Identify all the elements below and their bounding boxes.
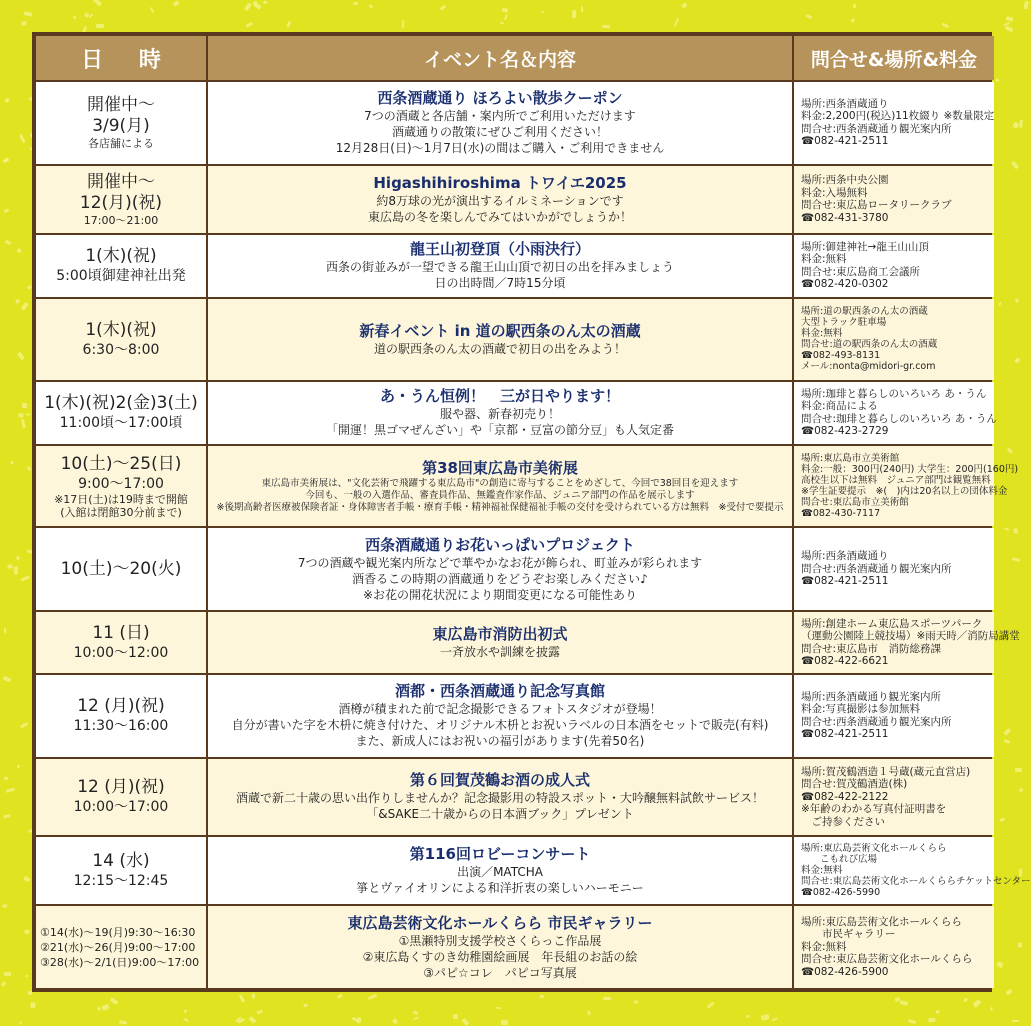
confetti-piece (681, 3, 687, 9)
confetti-piece (21, 576, 30, 582)
event-date-cell (36, 675, 206, 757)
confetti-piece (1006, 448, 1012, 454)
event-description-line: 酒蔵通りの散策にぜひご利用ください！ (391, 125, 608, 140)
event-title: 第６回賀茂鶴お酒の成人式 (409, 771, 590, 790)
confetti-piece (96, 1007, 101, 1012)
confetti-piece (673, 17, 678, 26)
confetti-piece (96, 24, 104, 28)
event-info-line: 高校生以下は無料 ジュニア部門は観覧無料 (801, 475, 991, 487)
table-row (36, 906, 994, 988)
header-event: イベント名＆内容 (208, 36, 792, 80)
confetti-piece (745, 1014, 750, 1019)
confetti-piece (462, 1018, 470, 1026)
confetti-piece (1013, 528, 1018, 534)
event-description-line: ①黒瀬特別支援学校さくらっこ作品展 (398, 933, 602, 948)
event-description-line: 「&SAKE二十歳からの日本酒ブック」プレゼント (366, 807, 634, 822)
confetti-piece (3, 627, 6, 633)
confetti-piece (1019, 868, 1022, 876)
event-info-line: 料金:無料 (801, 328, 843, 340)
confetti-piece (963, 998, 968, 1003)
confetti-piece (17, 351, 25, 359)
confetti-piece (119, 1020, 128, 1025)
confetti-piece (9, 461, 13, 465)
event-date-text: 11:00頃〜17:00頃 (59, 415, 183, 432)
event-date-text: 5:00頃御建神社出発 (56, 268, 186, 285)
confetti-piece (1012, 557, 1021, 562)
event-schedule-sheet (32, 32, 1031, 992)
event-description-line: ※後期高齢者医療被保険者証・身体障害者手帳・療育手帳・精神福祉保健福祉手帳の交付を受けられている方は無料 ※受付で要提示 (216, 501, 784, 513)
event-info-line: 問合せ:東広島芸術文化ホールくらら (801, 953, 973, 966)
event-title: 第116回ロビーコンサート (409, 845, 591, 864)
confetti-piece (581, 6, 583, 12)
event-date-cell (36, 759, 206, 835)
event-date-text: ③28(水)〜2/1(日)9:00〜17:00 (40, 955, 200, 969)
event-description-line: 酒蔵で新二十歳の思い出作りしませんか？記念撮影用の特設スポット・大吟醸無料試飲サービス！ (235, 791, 764, 806)
event-date-text: (入館は閉館30分前まで) (60, 505, 182, 519)
event-date-text: 3/9(月) (92, 116, 150, 137)
event-info-line: 問合せ:東広島商工会議所 (801, 265, 921, 278)
confetti-piece (20, 722, 28, 729)
confetti-piece (439, 4, 446, 10)
confetti-piece (1, 904, 6, 908)
confetti-piece (248, 1016, 256, 1024)
table-row (36, 837, 994, 904)
event-title: 龍王山初登頂（小雨決行） (409, 240, 590, 259)
confetti-piece (586, 1010, 590, 1015)
confetti-piece (16, 299, 21, 304)
event-content-cell (208, 235, 792, 297)
confetti-piece (252, 993, 256, 998)
event-info-line: メール:nonta@midori-gr.com (801, 361, 936, 373)
event-info-cell (794, 906, 994, 988)
confetti-piece (109, 997, 118, 1005)
event-description-line: 酒香るこの時期の酒蔵通りをどうぞお楽しみください♪ (352, 571, 648, 586)
event-info-line: 料金:入場無料 (801, 186, 868, 199)
confetti-piece (5, 787, 14, 792)
confetti-piece (996, 960, 1003, 967)
confetti-piece (990, 1007, 993, 1012)
confetti-piece (183, 1017, 190, 1022)
event-info-line: 場所:東広島市立美術館 (801, 453, 900, 465)
table-row (36, 446, 994, 527)
confetti-piece (101, 1004, 109, 1011)
event-info-line: 問合せ:東広島芸術文化ホールくららチケットセンター (801, 876, 1031, 888)
event-date-text: 10:00〜12:00 (73, 645, 169, 662)
event-description-line: 一斉放水や訓練を披露 (439, 645, 560, 660)
confetti-piece (1015, 298, 1020, 303)
confetti-piece (571, 10, 576, 18)
event-description-line: 7つの酒蔵や観光案内所などで華やかなお花が飾られ、町並みが彩られます (297, 555, 703, 570)
confetti-piece (4, 97, 10, 103)
event-description-line: 箏とヴァイオリンによる和洋折衷の楽しいハーモニー (356, 881, 644, 896)
event-info-line: 料金:商品による (801, 400, 879, 413)
confetti-piece (1, 981, 6, 987)
confetti-piece (72, 16, 76, 20)
event-info-line: 料金:一般：300円(240円) 大学生：200円(160円) (801, 464, 1019, 476)
event-info-cell (794, 382, 997, 444)
event-info-line: 場所:西条酒蔵通り (801, 550, 889, 563)
confetti-piece (942, 22, 950, 28)
confetti-piece (1015, 768, 1023, 773)
confetti-piece (1004, 527, 1009, 531)
confetti-piece (17, 248, 22, 254)
event-date-text: 12 (月)(祝) (77, 696, 165, 717)
event-date-text: 10:00〜17:00 (73, 799, 169, 816)
confetti-piece (286, 22, 291, 29)
confetti-piece (24, 11, 33, 17)
event-info-line: 市民ギャラリー (801, 928, 896, 941)
confetti-piece (707, 1001, 715, 1008)
confetti-piece (16, 765, 20, 769)
event-date-text: 1(木)(祝) (85, 246, 157, 267)
confetti-piece (16, 555, 20, 560)
confetti-piece (303, 1003, 308, 1007)
confetti-piece (972, 999, 981, 1008)
event-info-cell (794, 446, 1019, 527)
confetti-piece (353, 1, 358, 4)
event-info-line: 料金:無料 (801, 865, 843, 877)
event-date-cell (36, 235, 206, 297)
confetti-piece (540, 11, 544, 15)
confetti-piece (1018, 120, 1022, 128)
event-info-line: ☎082-420-0302 (801, 278, 889, 291)
event-date-cell (36, 837, 206, 904)
header-info: 問合せ&場所&料金 (794, 36, 994, 80)
confetti-piece (391, 1018, 397, 1024)
event-info-line: 場所:御建神社→龍王山山頂 (801, 240, 929, 253)
confetti-piece (760, 1014, 769, 1021)
event-info-line: こもれび広場 (801, 854, 878, 866)
confetti-piece (540, 994, 544, 998)
confetti-piece (150, 7, 155, 13)
event-content-cell (208, 299, 792, 380)
confetti-piece (1012, 1020, 1019, 1022)
event-info-line: ご持参ください (801, 815, 885, 828)
confetti-piece (26, 466, 31, 471)
event-content-cell (208, 759, 792, 835)
table-row (36, 759, 994, 835)
event-date-text: 9:00〜17:00 (78, 475, 164, 492)
confetti-piece (263, 1, 268, 4)
event-info-cell (794, 82, 994, 164)
event-content-cell (208, 166, 792, 233)
confetti-piece (413, 1016, 419, 1020)
event-date-text: 12:15〜12:45 (73, 873, 169, 890)
confetti-piece (1005, 989, 1012, 996)
confetti-piece (239, 994, 245, 1002)
event-description-line: 服や器、新春初売り！ (439, 407, 560, 422)
confetti-piece (26, 413, 30, 416)
event-info-cell (794, 675, 994, 757)
event-date-text: 12(月)(祝) (79, 192, 163, 213)
event-date-text: 開催中〜 (87, 95, 155, 116)
event-info-line: 場所:西条酒蔵通り (801, 97, 889, 110)
event-info-line: ☎082-422-2122 (801, 790, 889, 803)
confetti-piece (4, 777, 9, 781)
event-description-line: 出演／MATCHA (457, 865, 543, 880)
event-info-line: 場所:珈琲と暮らしのいろいろ あ・うん (801, 387, 987, 400)
event-title: 酒都・西条酒蔵通り記念写真館 (394, 682, 605, 701)
event-info-cell (794, 612, 1020, 673)
event-date-text: 12 (月)(祝) (77, 777, 165, 798)
event-info-cell (794, 837, 1031, 904)
confetti-piece (500, 21, 505, 25)
event-date-cell (36, 166, 206, 233)
event-info-line: 場所:創建ホーム東広島スポーツパーク (801, 617, 983, 630)
confetti-piece (172, 0, 180, 6)
event-info-line: 料金:写真撮影は参加無料 (801, 703, 921, 716)
event-info-line: 問合せ:珈琲と暮らしのいろいろ あ・うん (801, 412, 997, 425)
event-date-text: 10(土)〜20(火) (60, 558, 182, 579)
event-info-cell (794, 166, 994, 233)
event-date-text: ②21(水)〜26(月)9:00〜17:00 (40, 940, 196, 954)
confetti-piece (1012, 122, 1019, 130)
table-row (36, 299, 994, 380)
table-row (36, 528, 994, 610)
confetti-piece (8, 564, 14, 569)
event-date-text: 6:30〜8:00 (82, 341, 160, 358)
event-info-cell (794, 299, 994, 380)
confetti-piece (996, 78, 1000, 82)
confetti-piece (1004, 26, 1013, 33)
confetti-piece (928, 1018, 936, 1023)
confetti-piece (93, 0, 102, 7)
event-info-line: ※学生証要提示 ※( )内は20名以上の団体料金 (801, 486, 1008, 498)
event-description-line: 東広島の冬を楽しんでみてはいかがでしょうか！ (367, 209, 632, 224)
event-description-line: 約8万球の光が演出するイルミネーションです (376, 193, 624, 208)
table-row (36, 235, 994, 297)
confetti-piece (19, 134, 26, 143)
event-date-text: ①14(水)〜19(月)9:30〜16:30 (40, 925, 196, 939)
event-content-cell (208, 675, 792, 757)
confetti-piece (772, 1017, 778, 1021)
confetti-piece (853, 4, 856, 9)
event-info-line: 料金:無料 (801, 940, 847, 953)
event-description-line: 12月28日(日)〜1月7日(水)の間はご購入・ご利用できません (335, 141, 665, 156)
confetti-piece (634, 1001, 638, 1004)
table-row (36, 382, 994, 444)
event-info-cell (794, 759, 994, 835)
event-info-line: ☎082-430-7117 (801, 508, 881, 520)
table-row (36, 612, 994, 673)
event-info-line: 問合せ:東広島ロータリークラブ (801, 199, 952, 212)
confetti-piece (31, 1002, 36, 1009)
confetti-piece (1004, 739, 1011, 743)
event-date-cell (36, 906, 206, 988)
event-info-line: ☎082-493-8131 (801, 350, 881, 362)
confetti-piece (908, 1019, 916, 1024)
confetti-piece (21, 419, 26, 428)
event-title: 東広島芸術文化ホールくらら 市民ギャラリー (347, 913, 653, 932)
event-date-text: 10(土)〜25(日) (60, 453, 182, 474)
event-table (34, 34, 1031, 990)
event-content-cell (208, 82, 792, 164)
event-content-cell (208, 612, 792, 673)
event-description-line: ※お花の開花状況により期間変更になる可能性あり (362, 587, 638, 602)
confetti-piece (496, 1007, 501, 1010)
event-info-line: 料金:2,200円(税込)11枚綴り ※数量限定 (801, 110, 995, 123)
event-info-line: 問合せ:西条酒蔵通り観光案内所 (801, 562, 952, 575)
event-date-text: ※17日(土)は19時まで開館 (54, 492, 188, 506)
event-date-text: 14 (水) (92, 851, 150, 872)
confetti-piece (3, 208, 9, 213)
event-content-cell (208, 906, 792, 988)
confetti-piece (1014, 357, 1020, 363)
event-info-line: ☎082-431-3780 (801, 211, 889, 224)
confetti-piece (453, 1014, 458, 1019)
confetti-piece (1023, 1, 1029, 10)
event-date-text: 17:00〜21:00 (83, 213, 159, 227)
event-info-line: 問合せ:西条酒蔵通り観光案内所 (801, 715, 952, 728)
event-date-cell (36, 82, 206, 164)
event-info-line: ☎082-423-2729 (801, 425, 889, 438)
confetti-piece (3, 814, 11, 818)
event-info-line: ※年齢のわかる写真付証明書を (801, 803, 947, 816)
confetti-piece (1019, 788, 1023, 793)
event-info-line: 問合せ:賀茂鶴酒造(株) (801, 778, 908, 791)
event-info-line: 問合せ:西条酒蔵通り観光案内所 (801, 122, 952, 135)
confetti-piece (88, 14, 93, 19)
confetti-piece (21, 302, 29, 311)
event-title: 西条酒蔵通り ほろよい散歩クーポン (377, 89, 623, 108)
confetti-piece (3, 675, 12, 682)
confetti-piece (22, 403, 27, 408)
event-description-line: ③パピ☆コレ パピコ写真展 (423, 965, 577, 980)
confetti-piece (183, 1009, 186, 1012)
event-description-line: また、新成人にはお祝いの福引があります(先着50名) (355, 734, 645, 749)
confetti-piece (935, 1010, 940, 1015)
confetti-piece (369, 4, 373, 9)
confetti-piece (998, 302, 1001, 306)
event-date-text: 11 (日) (92, 623, 150, 644)
event-description-line: 今回も、一般の入選作品、審査員作品、無鑑査作家作品、ジュニア部門の作品を展示します (305, 489, 695, 501)
confetti-piece (13, 567, 17, 575)
confetti-piece (502, 7, 508, 12)
event-date-text: 各店舗による (88, 137, 154, 151)
event-title: 西条酒蔵通りお花いっぱいプロジェクト (365, 535, 635, 554)
table-row (36, 166, 994, 233)
event-date-text: 1(木)(祝)2(金)3(土) (44, 393, 198, 414)
event-content-cell (208, 446, 792, 527)
event-info-line: 場所:賀茂鶴酒造１号蔵(蔵元直営店) (801, 765, 971, 778)
event-title: 第38回東広島市美術展 (422, 458, 578, 477)
confetti-piece (603, 997, 611, 1000)
confetti-piece (246, 22, 253, 28)
event-info-line: 料金:無料 (801, 253, 847, 266)
event-info-line: 場所:東広島芸術文化ホールくらら (801, 915, 962, 928)
event-date-cell (36, 528, 206, 610)
event-content-cell (208, 382, 792, 444)
confetti-piece (601, 25, 610, 28)
event-date-cell (36, 382, 206, 444)
event-date-text: 11:30〜16:00 (73, 718, 169, 735)
event-info-line: 場所:西条中央公園 (801, 174, 889, 187)
confetti-piece (1000, 817, 1006, 821)
event-info-cell (794, 235, 994, 297)
event-description-line: 東広島市美術展は、"文化芸術で飛躍する東広島市"の創造に寄与することをめざして、今回で38回目を迎えます (261, 477, 739, 489)
event-title: あ・うん恒例！ 三が日やります！ (379, 387, 620, 406)
table-row (36, 82, 994, 164)
event-description-line: ②東広島くすのき幼稚園絵画展 年長組のお話の絵 (362, 949, 638, 964)
confetti-piece (1011, 161, 1019, 170)
table-header-row (36, 36, 994, 80)
confetti-piece (900, 1000, 908, 1006)
event-description-line: 酒樽が積まれた前で記念撮影できるフォトスタジオが登場！ (338, 702, 662, 717)
event-description-line: 西条の街並みが一望できる龍王山山頂で初日の出を拝みましょう (325, 260, 674, 275)
event-info-line: ☎082-426-5900 (801, 965, 889, 978)
event-info-line: ☎082-421-2511 (801, 575, 889, 588)
event-info-line: 問合せ:東広島市 消防総務課 (801, 642, 942, 655)
event-date-text: 開催中〜 (87, 171, 155, 192)
confetti-piece (500, 1020, 508, 1026)
confetti-piece (23, 876, 30, 882)
table-row (36, 675, 994, 757)
confetti-piece (4, 239, 11, 245)
confetti-piece (245, 3, 253, 12)
event-info-line: 場所:東広島芸術文化ホールくらら (801, 843, 947, 855)
event-description-line: 道の駅西条のん太の酒蔵で初日の出をみよう！ (373, 341, 626, 356)
confetti-piece (368, 993, 378, 1000)
confetti-piece (413, 1010, 419, 1015)
confetti-piece (25, 930, 30, 934)
confetti-piece (357, 1017, 363, 1024)
event-info-line: 場所:道の駅西条のん太の酒蔵 (801, 306, 928, 318)
event-info-line: 問合せ:道の駅西条のん太の酒蔵 (801, 339, 938, 351)
confetti-piece (1004, 728, 1012, 736)
event-info-line: （運動公園陸上競技場）※雨天時／消防局講堂 (801, 630, 1020, 643)
event-title: 東広島市消防出初式 (432, 625, 568, 644)
event-info-line: ☎082-426-5990 (801, 887, 881, 899)
event-title: Higashihiroshima トワイエ2025 (373, 173, 627, 192)
event-title: 新春イベント in 道の駅西条のん太の酒蔵 (359, 321, 641, 340)
confetti-piece (1017, 943, 1022, 949)
event-date-text: 1(木)(祝) (85, 319, 157, 340)
event-content-cell (208, 528, 792, 610)
confetti-piece (850, 19, 854, 24)
confetti-piece (25, 975, 29, 978)
confetti-piece (18, 414, 23, 418)
event-info-line: ☎082-422-6621 (801, 655, 889, 668)
confetti-piece (257, 1009, 263, 1014)
confetti-piece (504, 14, 508, 20)
confetti-piece (21, 21, 27, 27)
event-info-line: ☎082-421-2511 (801, 135, 889, 148)
event-info-line: 大型トラック駐車場 (801, 317, 887, 329)
event-date-cell (36, 299, 206, 380)
event-info-line: 場所:西条酒蔵通り観光案内所 (801, 690, 942, 703)
event-description-line: 日の出時間／7時15分頃 (434, 276, 566, 291)
confetti-piece (402, 20, 405, 28)
confetti-piece (27, 285, 31, 289)
event-description-line: 7つの酒蔵と各店舗・案内所でご利用いただけます (364, 109, 636, 124)
event-description-line: 「開運！黒ゴマぜんざい」や「京都・豆富の節分豆」も人気定番 (325, 423, 674, 438)
event-date-cell (36, 612, 206, 673)
event-date-cell (36, 446, 206, 527)
event-description-line: 自分が書いた字を木枡に焼き付けた、オリジナル木枡とお祝いラベルの日本酒をセットで販売(有料) (231, 718, 769, 733)
confetti-piece (4, 972, 11, 976)
confetti-piece (18, 1021, 22, 1025)
confetti-piece (337, 994, 343, 999)
event-info-line: ☎082-421-2511 (801, 728, 889, 741)
event-info-line: 問合せ:東広島市立美術館 (801, 497, 909, 509)
confetti-piece (806, 14, 812, 19)
event-content-cell (208, 837, 792, 904)
header-date: 日 時 (36, 36, 206, 80)
event-info-cell (794, 528, 994, 610)
